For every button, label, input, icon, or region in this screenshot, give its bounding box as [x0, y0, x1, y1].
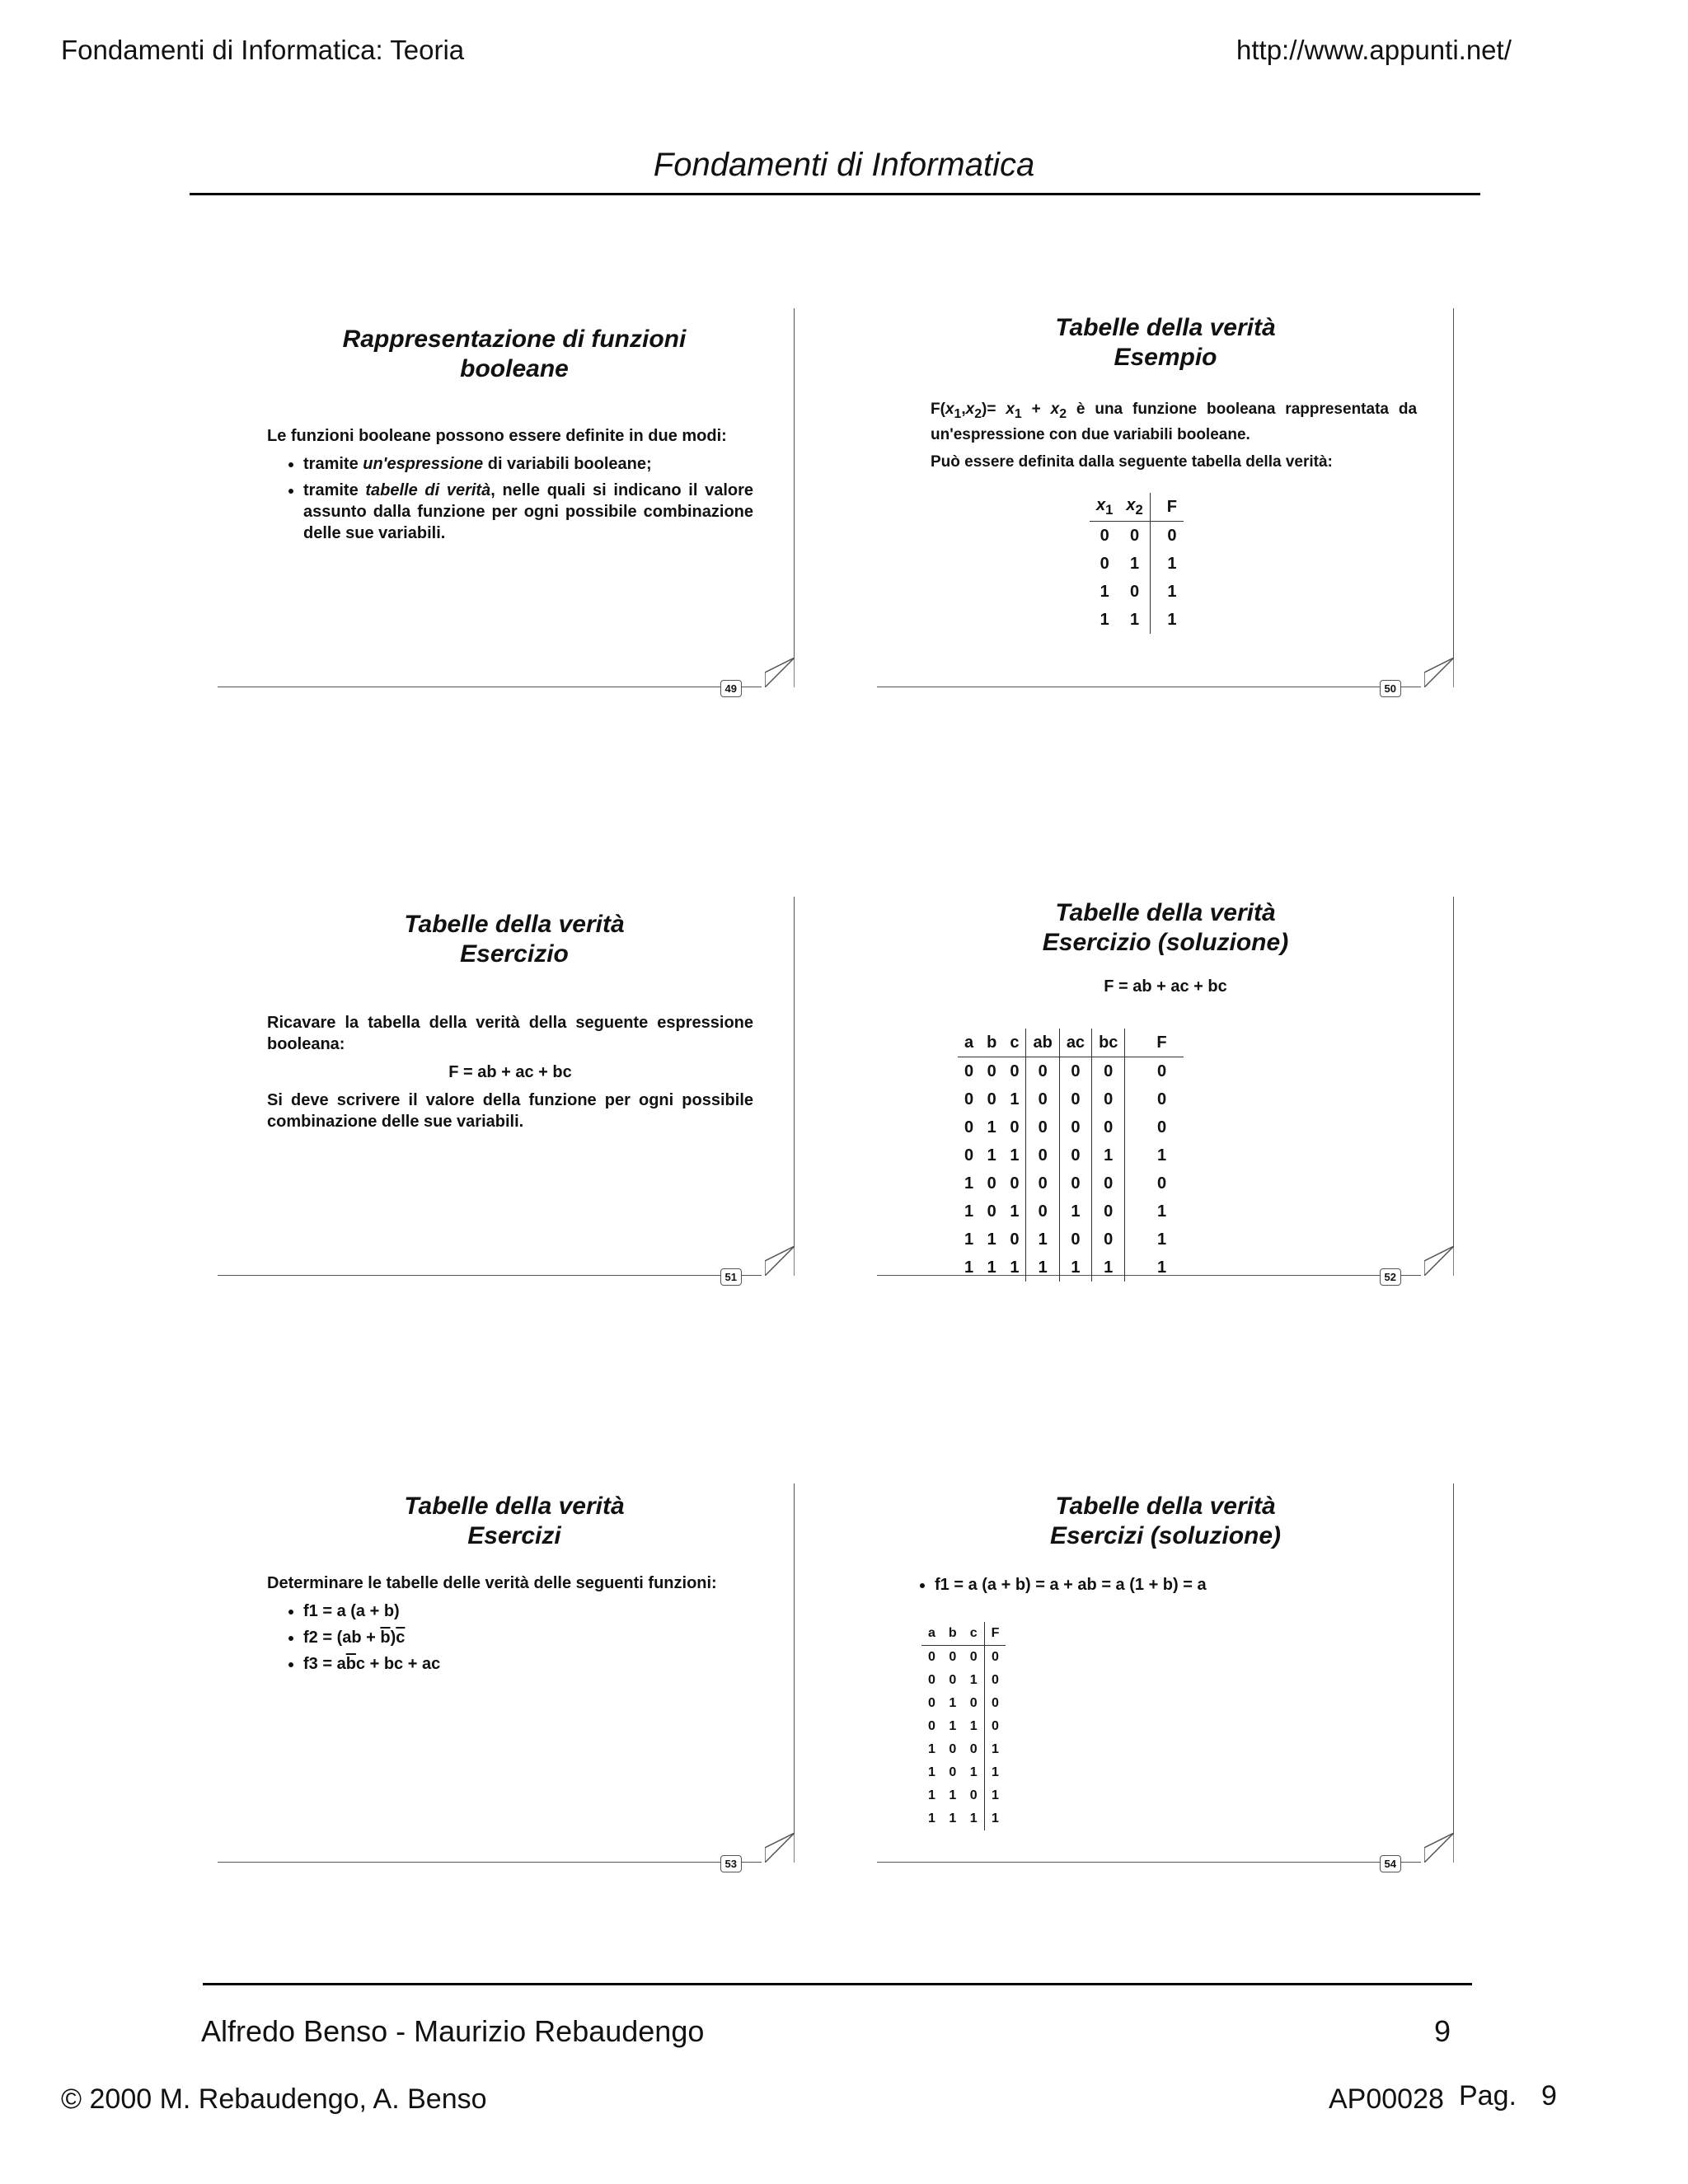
- table-row: 1 1 1 1: [921, 1807, 1006, 1830]
- table-row: 0 0 0 0: [921, 1646, 1006, 1670]
- slide-title: Tabelle della verità Esercizi (soluzione): [1049, 1493, 1282, 1549]
- list-item: • f1 = a (a + b): [303, 1601, 753, 1622]
- table-row: 1 0 1 0 1 0 1: [958, 1197, 1184, 1226]
- document-code: AP00028: [1329, 2083, 1444, 2115]
- table-row: 1 0 1: [1090, 578, 1184, 606]
- title-rule: [190, 193, 1480, 195]
- header-right-url[interactable]: http://www.appunti.net/: [1236, 35, 1512, 65]
- page-fold-icon: [1424, 1833, 1454, 1863]
- slide-number: 51: [720, 1268, 742, 1286]
- slide-51: [218, 897, 795, 1283]
- footer-rule: [203, 1983, 1472, 1985]
- list-item: • tramite tabelle di verità, nelle quali si indicano il valore assunto dalla funzione per ogni possibile combinazione delle sue variabili.: [303, 480, 753, 544]
- slide-body: $F(x_1,x_2)= x_1 + x_2$ è una funzione booleana rappresentata da un'espressione con due variabili booleane. Può essere definita dalla seguente tabella della verità:: [931, 401, 1418, 471]
- slide-number: 54: [1380, 1855, 1401, 1872]
- copyright: © 2000 M. Rebaudengo, A. Benso: [61, 2083, 487, 2115]
- page-label-number: 9: [1541, 2080, 1557, 2111]
- slide-50: [877, 308, 1454, 695]
- slide-body: Determinare le tabelle delle verità delle seguenti funzioni: • f1 = a (a + b) • $f2 = (ab + \overline{b})\overline{c}$ • $f3 = a\overline{b}c$ + bc + ac: [267, 1572, 753, 1680]
- page-fold-icon: [1424, 658, 1454, 687]
- table-row: 1 1 1: [1090, 606, 1184, 634]
- slide-body: Ricavare la tabella della verità della seguente espressione booleana: F = ab + ac + bc Si deve scrivere il valore della funzione per ogni possibile combinazione delle sue variabili.: [267, 1014, 753, 1131]
- table-row: 1 1 0 1: [921, 1784, 1006, 1807]
- table-row: 0 0 0 0 0 0 0: [958, 1057, 1184, 1086]
- truth-table: $x_1$ $x_2$ F 0 0 0 0 1 1 1 0 1 1 1 1: [1090, 493, 1184, 634]
- page-fold-icon: [1424, 1246, 1454, 1276]
- table-row: 1 0 1 1: [921, 1761, 1006, 1784]
- table-row: 0 1 0 0: [921, 1692, 1006, 1715]
- table-row: 0 0 1 0: [921, 1669, 1006, 1692]
- page-fold-icon: [765, 1833, 795, 1863]
- slide-number: 52: [1380, 1268, 1401, 1286]
- footer-page-number: 9: [1434, 2014, 1451, 2048]
- list-item: • f1 = a (a + b) = a + ab = a (1 + b) = a: [935, 1574, 1388, 1596]
- page-fold-icon: [765, 1246, 795, 1276]
- slide-54: [877, 1483, 1454, 1870]
- slide-53: [218, 1483, 795, 1870]
- table-row: 0 0 0: [1090, 522, 1184, 551]
- slide-title: Rappresentazione di funzioni booleane: [342, 326, 687, 382]
- slide-title: Tabelle della verità Esercizi: [404, 1493, 625, 1549]
- slide-number: 50: [1380, 680, 1401, 697]
- list-item: • $f2 = (ab + \overline{b})\overline{c}$: [303, 1627, 753, 1648]
- formula: F = ab + ac + bc: [1104, 977, 1227, 996]
- slide-title: Tabelle della verità Esercizio (soluzione): [1042, 899, 1289, 956]
- page-fold-icon: [765, 658, 795, 687]
- slide-title: Tabelle della verità Esempio: [1055, 314, 1276, 371]
- footer-authors: Alfredo Benso - Maurizio Rebaudengo: [201, 2014, 705, 2048]
- slide-body: [902, 1574, 1388, 1601]
- truth-table: a b c F 0 0 0 0 0 0 1 0 0 1 0 0 0 1 1 0 1 0 0 1 1 0 1 1 1 1 0 1 1 1 1 1: [921, 1622, 1006, 1830]
- table-row: 0 1 1: [1090, 550, 1184, 578]
- truth-table: a b c ab ac bc F 0 0 0 0 0 0 0 0 0 1 0 0 0 0 0 1 0 0 0 0 0 0 1 1 0 0 1 1 1 0 0 0 0 0 0 1 0 1 0 1 0 1 1 1 0 1 0 0 1 1 1 1 1 1 1 1: [958, 1029, 1184, 1282]
- table-row: 0 1 0 0 0 0 0: [958, 1113, 1184, 1141]
- slide-52: [877, 897, 1454, 1283]
- list-item: • $f3 = a\overline{b}c$ + bc + ac: [303, 1653, 753, 1675]
- slide-title: Tabelle della verità Esercizio: [404, 911, 625, 968]
- table-row: 1 1 1 1 1 1 1: [958, 1254, 1184, 1282]
- table-row: 1 0 0 0 0 0 0: [958, 1169, 1184, 1197]
- table-row: 1 1 0 1 0 0 1: [958, 1226, 1184, 1254]
- formula: F = ab + ac + bc: [448, 1063, 572, 1081]
- table-row: 0 1 1 0: [921, 1715, 1006, 1738]
- slide-number: 53: [720, 1855, 742, 1872]
- slide-number: 49: [720, 680, 742, 697]
- table-row: 0 0 1 0 0 0 0: [958, 1085, 1184, 1113]
- slide-body: Le funzioni booleane possono essere definite in due modi: • tramite un'espressione di variabili booleane; • tramite tabelle di verità, nelle quali si indicano il valore assunto dalla funzione per ogni possibile combinazione delle sue variabili.: [267, 425, 753, 549]
- slide-49: [218, 308, 795, 695]
- list-item: • tramite un'espressione di variabili booleane;: [303, 453, 753, 475]
- table-row: 1 0 0 1: [921, 1738, 1006, 1761]
- page-label: Pag.: [1459, 2080, 1517, 2111]
- document-title: Fondamenti di Informatica: [653, 147, 1035, 183]
- table-row: 0 1 1 0 0 1 1: [958, 1141, 1184, 1169]
- header-left: Fondamenti di Informatica: Teoria: [61, 35, 465, 65]
